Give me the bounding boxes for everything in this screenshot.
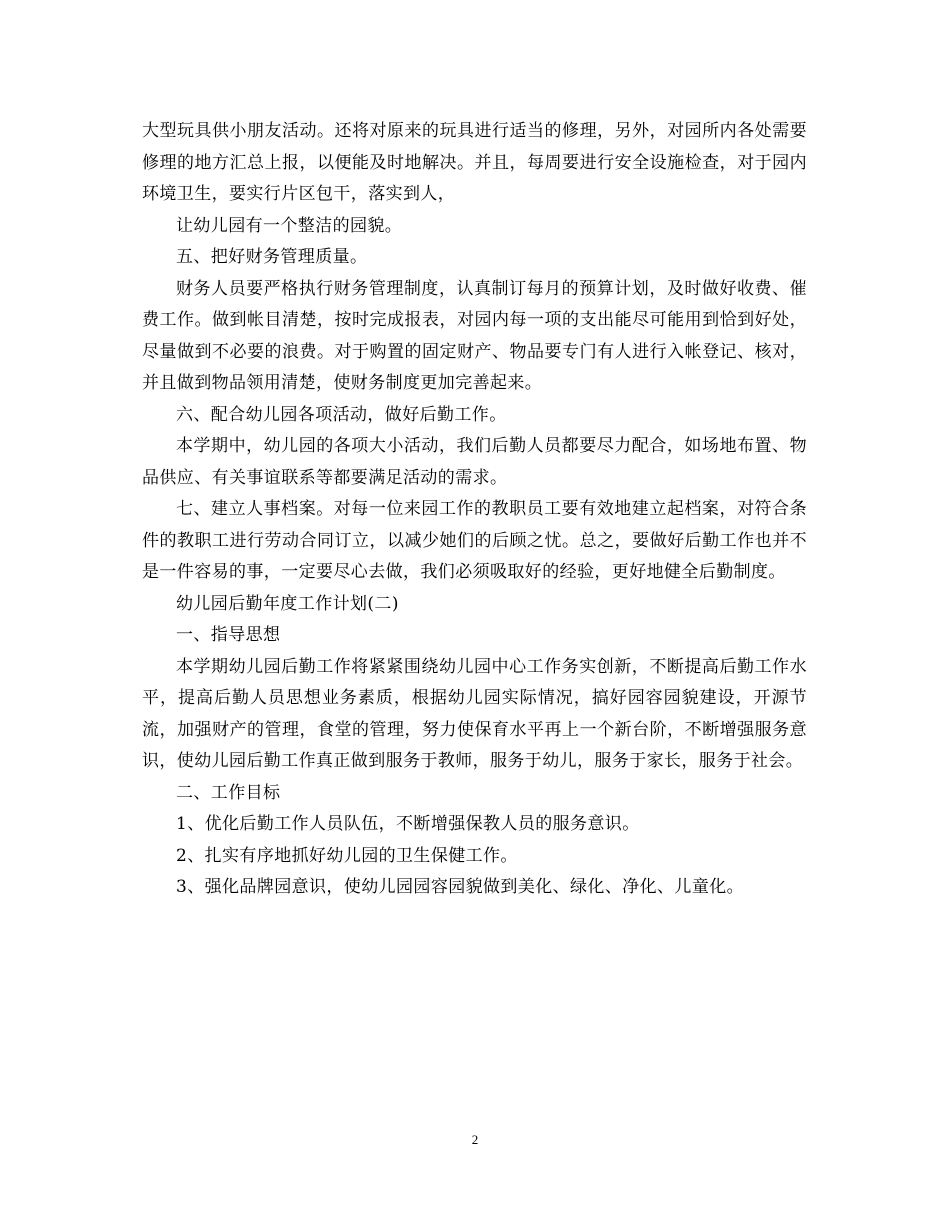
list-item: 3、强化品牌园意识，使幼儿园园容园貌做到美化、绿化、净化、儿童化。 — [176, 877, 745, 897]
document-body — [142, 116, 807, 904]
page-number: 2 — [471, 1132, 479, 1147]
paragraph: 大型玩具供小朋友活动。还将对原来的玩具进行适当的修理，另外，对园所内各处需要修理的地方汇总上报，以便能及时地解决。并且，每周要进行安全设施检查，对于园内环境卫生，要实行片区包干，落实到人， — [142, 121, 807, 204]
paragraph: 本学期幼儿园后勤工作将紧紧围绕幼儿园中心工作务实创新，不断提高后勤工作水平，提高后勤人员思想业务素质，根据幼儿园实际情况，搞好园容园貌建设，开源节流，加强财产的管理，食堂的管理，努力使保育水平再上一个新台阶，不断增强服务意识，使幼儿园后勤工作真正做到服务于教师，服务于幼儿，服务于家长，服务于社会。 — [142, 656, 807, 771]
section-heading: 二、工作目标 — [176, 782, 281, 803]
paragraph: 财务人员要严格执行财务管理制度，认真制订每月的预算计划，及时做好收费、催费工作。做到帐目清楚，按时完成报表，对园内每一项的支出能尽可能用到恰到好处，尽量做到不必要的浪费。对于购置的固定财产、物品要专门有人进行入帐登记、核对，并且做到物品领用清楚，使财务制度更加完善起来。 — [142, 278, 807, 393]
paragraph: 七、建立人事档案。对每一位来园工作的教职员工要有效地建立起档案，对符合条件的教职工进行劳动合同订立，以减少她们的后顾之忧。总之，要做好后勤工作也并不是一件容易的事，一定要尽心去做，我们必须吸取好的经验，更好地健全后勤制度。 — [142, 499, 807, 582]
paragraph: 本学期中，幼儿园的各项大小活动，我们后勤人员都要尽力配合，如场地布置、物品供应、有关事谊联系等都要满足活动的需求。 — [142, 436, 807, 488]
section-heading: 一、指导思想 — [176, 625, 281, 645]
section-heading: 六、配合幼儿园各项活动，做好后勤工作。 — [176, 404, 507, 425]
list-item: 2、扎实有序地抓好幼儿园的卫生保健工作。 — [176, 845, 518, 866]
section-heading: 五、把好财务管理质量。 — [176, 247, 368, 267]
paragraph: 让幼儿园有一个整洁的园貌。 — [176, 215, 403, 236]
list-item: 1、优化后勤工作人员队伍，不断增强保教人员的服务意识。 — [176, 814, 640, 834]
document-subtitle: 幼儿园后勤年度工作计划(二) — [176, 593, 399, 614]
